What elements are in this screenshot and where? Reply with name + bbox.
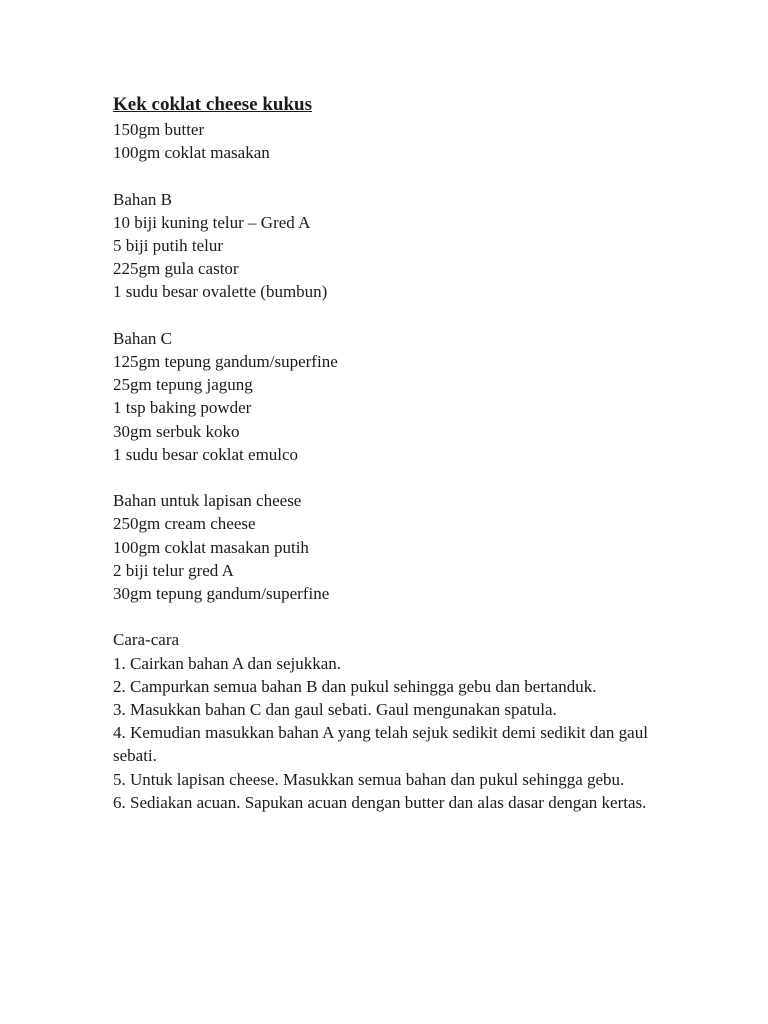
spacer	[113, 466, 673, 489]
cara-step: 5. Untuk lapisan cheese. Masukkan semua bahan dan pukul sehingga gebu.	[113, 769, 625, 789]
spacer	[113, 605, 673, 628]
spacer	[113, 164, 673, 187]
spacer	[113, 304, 673, 327]
bahan-a-item: 100gm coklat masakan	[113, 143, 270, 163]
lapisan-cheese-heading: Bahan untuk lapisan cheese	[113, 491, 302, 511]
bahan-b-item: 225gm gula castor	[113, 259, 239, 279]
lapisan-cheese-item: 100gm coklat masakan putih	[113, 537, 309, 557]
cara-step: 2. Campurkan semua bahan B dan pukul sehingga gebu dan bertanduk.	[113, 676, 597, 696]
lapisan-cheese-item: 2 biji telur gred A	[113, 560, 234, 580]
bahan-a-item: 150gm butter	[113, 120, 205, 139]
cara-step: 6. Sediakan acuan. Sapukan acuan dengan butter dan alas dasar dengan kertas.	[113, 792, 647, 812]
lapisan-cheese-item: 30gm tepung gandum/superfine	[113, 584, 330, 604]
bahan-c-item: 125gm tepung gandum/superfine	[113, 352, 338, 371]
recipe-title: Kek coklat cheese kukus	[113, 94, 312, 115]
bahan-b-item: 10 biji kuning telur – Gred A	[113, 212, 311, 232]
lapisan-cheese-item: 250gm cream cheese	[113, 514, 256, 534]
cara-step: 3. Masukkan bahan C dan gaul sebati. Gaul mengunakan spatula.	[113, 700, 557, 720]
bahan-c-item: 1 tsp baking powder	[113, 398, 252, 418]
cara-step: 4. Kemudian masukkan bahan A yang telah sejuk sedikit demi sedikit dan gaul sebati.	[113, 723, 648, 766]
cara-heading: Cara-cara	[113, 630, 180, 650]
bahan-b-item: 1 sudu besar ovalette (bumbun)	[113, 282, 328, 302]
bahan-b-heading: Bahan B	[113, 189, 173, 209]
bahan-c-heading: Bahan C	[113, 328, 173, 348]
recipe-document	[113, 92, 673, 814]
bahan-c-item: 1 sudu besar coklat emulco	[113, 444, 299, 464]
cara-step: 1. Cairkan bahan A dan sejukkan.	[113, 653, 342, 673]
bahan-c-item: 25gm tepung jagung	[113, 375, 253, 395]
bahan-b-item: 5 biji putih telur	[113, 236, 224, 255]
bahan-c-item: 30gm serbuk koko	[113, 421, 240, 441]
